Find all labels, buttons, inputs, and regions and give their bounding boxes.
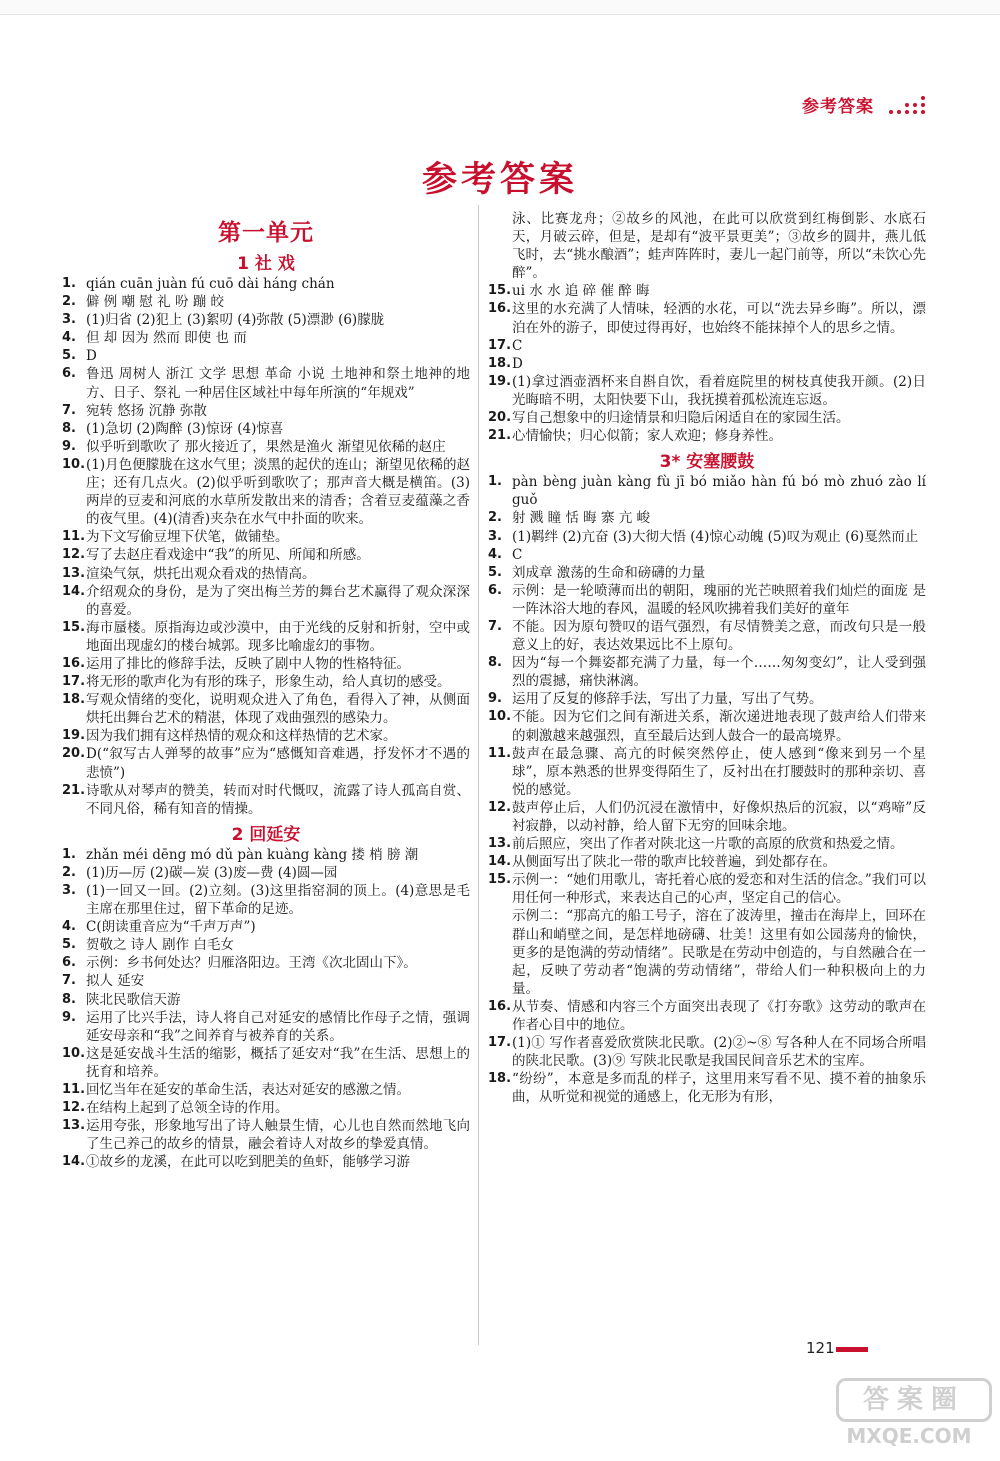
answer-number: 17. <box>488 1035 512 1051</box>
answer-text: 海市蜃楼。原指海边或沙漠中，由于光线的反射和折射，空中或地面出现虚幻的楼台城郭。现多比喻虚幻的事物。 <box>86 619 470 654</box>
answer-text: C <box>512 337 523 354</box>
answer-number: 4. <box>62 330 76 346</box>
answer-item <box>488 509 926 527</box>
answer-text: 射 溅 瞳 恬 晦 寨 亢 峻 <box>512 510 651 527</box>
answer-number: 2. <box>62 864 76 880</box>
answer-number: 17. <box>488 337 512 353</box>
answer-number: 6. <box>62 955 76 971</box>
lesson-heading: 2 回延安 <box>231 824 301 845</box>
answer-text: 写观众情绪的变化，说明观众进入了角色，看得入了神，从侧面烘托出舞台艺术的精湛，体现了戏曲强烈的感染力。 <box>86 692 470 727</box>
answer-item <box>62 882 470 918</box>
answer-text: 运用夸张，形象地写出了诗人触景生情，心儿也自然而然地飞向了生己养己的故乡的情景，融会着诗人对故乡的挚爱真情。 <box>86 1118 470 1153</box>
answer-item <box>62 1045 470 1081</box>
answer-number: 21. <box>62 782 86 798</box>
answer-item <box>488 654 926 690</box>
answer-item <box>62 528 470 546</box>
answer-item <box>62 991 470 1009</box>
answer-item <box>62 1081 470 1099</box>
answer-number: 11. <box>488 745 512 761</box>
answer-text: 不能。因为原句赞叹的语气强烈，有尽情赞美之意，而改句只是一般意义上的好，表达效果远比不上原句。 <box>512 618 926 654</box>
answer-text: (1)拿过酒壶酒杯来自斟自饮，看着庭院里的树枝真使我开颜。(2)日光晦暗不明，太阳快要下山，我抚摸着孤松流连忘返。 <box>512 373 926 408</box>
answer-text: 这是延安战斗生活的缩影，概括了延安对“我”在生活、思想上的抚育和培养。 <box>86 1045 470 1080</box>
answer-item <box>488 1070 926 1106</box>
answer-number: 20. <box>488 410 512 426</box>
answer-number: 20. <box>62 746 86 762</box>
answer-item <box>488 409 926 427</box>
answer-text: “纷纷”，本意是多而乱的样子，这里用来写看不见、摸不着的抽象乐曲，从听觉和视觉的通感上，化无形为有形， <box>512 1071 926 1106</box>
answer-text: 泳、比赛龙舟；②故乡的风池，在此可以欣赏到红梅倒影、水底石天，月破云碎，但是，是却有“波平景更美”；③故乡的圆井，燕儿低飞时，去“挑水酿酒”；蛙声阵阵时，妻儿一起门前等，所以“未饮心先醉”。 <box>512 211 926 282</box>
answer-text: (1)一回又一回。(2)立刻。(3)这里指窑洞的顶上。(4)意思是毛主席在那里住过，留下革命的足迹。 <box>86 883 470 918</box>
answer-text: 回忆当年在延安的革命生活，表达对延安的感激之情。 <box>86 1082 410 1099</box>
answer-text: (1)归省 (2)犯上 (3)絮叨 (4)弥散 (5)漂渺 (6)朦胧 <box>86 312 385 329</box>
answer-text: 写自己想象中的归途情景和归隐后闲适自在的家园生活。 <box>512 410 850 427</box>
answer-number: 1. <box>62 276 76 291</box>
answer-text: zhǎn méi dēng mó dǔ pàn kuàng kàng 搂 梢 膀 潮 <box>86 846 419 863</box>
answer-item <box>488 210 926 282</box>
answer-item <box>488 427 926 445</box>
answer-text: 因为我们拥有这样热情的观众和这样热情的艺术家。 <box>86 728 397 745</box>
answer-item <box>62 402 470 420</box>
answer-number: 7. <box>488 618 502 634</box>
answer-item <box>62 727 470 745</box>
answer-item <box>62 972 470 990</box>
answer-item <box>488 853 926 871</box>
answer-item <box>488 582 926 618</box>
answer-text: 介绍观众的身份，是为了突出梅兰芳的舞台艺术赢得了观众深深的喜爱。 <box>86 583 470 618</box>
answer-number: 8. <box>488 655 502 671</box>
answer-text: 拟人 延安 <box>86 973 145 990</box>
page-header <box>802 92 926 117</box>
answer-number: 10. <box>62 1045 86 1061</box>
answer-item <box>488 835 926 853</box>
answer-number: 18. <box>488 355 512 371</box>
answer-text: 鲁迅 周树人 浙江 文学 思想 革命 小说 土地神和祭土地神的地方、日子、祭礼 一种居住区域社中每年所演的“年规戏” <box>86 366 470 401</box>
answer-text: 示例一：“她们用歌儿，寄托着心底的爱恋和对生活的信念。”我们可以用任何一种形式，来表达自己的心声，坚定自己的信心。 示例二：“那高亢的船工号子，溶在了波涛里，撞击在海岸上，回环在群山和峭壁之间，是怎样地磅礴、壮美！这里有如公园荡舟的愉快，更多的是饱满的劳动情绪”。民歌是在劳动中创造的，与自然融合在一起，反映了劳动者“饱满的劳动情绪”，带给人们一种积极向上的力量。 <box>512 872 926 997</box>
answer-item <box>62 456 470 528</box>
answer-text: 陕北民歌信天游 <box>86 991 181 1008</box>
answer-item <box>62 655 470 673</box>
answer-text: 僻 例 嘲 慰 礼 吩 蹦 皎 <box>86 294 225 311</box>
answer-number: 11. <box>62 529 86 545</box>
answer-item <box>488 690 926 708</box>
answer-number: 8. <box>62 991 76 1007</box>
answer-number: 9. <box>488 691 502 707</box>
answer-item <box>62 745 470 781</box>
answer-item <box>488 282 926 300</box>
answer-number: 21. <box>488 428 512 444</box>
answer-text: 诗歌从对琴声的赞美，转而对时代慨叹，流露了诗人孤高自赏、不同凡俗，稀有知音的情操。 <box>86 782 470 817</box>
answer-item <box>62 438 470 456</box>
answer-text: 运用了排比的修辞手法，反映了剧中人物的性格特征。 <box>86 655 410 672</box>
answer-number: 17. <box>62 674 86 690</box>
answer-number: 10. <box>488 709 512 725</box>
answer-number: 12. <box>62 1100 86 1116</box>
answer-item <box>488 564 926 582</box>
answer-item <box>62 329 470 347</box>
answer-text: 运用了比兴手法，诗人将自己对延安的感情比作母子之情，强调延安母亲和“我”之间养育与被养育的关系。 <box>86 1009 470 1044</box>
answer-text: 写了去赵庄看戏途中“我”的所见、所闻和所感。 <box>86 547 370 564</box>
answer-number: 19. <box>62 728 86 744</box>
answer-text: (1)历—厉 (2)碳—炭 (3)废—费 (4)圆—园 <box>86 864 338 881</box>
answer-item <box>488 618 926 654</box>
top-edge <box>0 0 1000 15</box>
answer-text: 示例：乡书何处达？归雁洛阳边。王湾《次北固山下》。 <box>86 955 417 972</box>
answer-item <box>488 799 926 835</box>
answer-item <box>62 546 470 564</box>
answer-number: 9. <box>62 1009 76 1025</box>
answer-number <box>488 210 512 282</box>
answer-text: pàn bèng juàn kàng fù jī bó miǎo hàn fú bó mò zhuó zào lí guǒ <box>512 474 931 509</box>
answer-item <box>62 1099 470 1117</box>
answer-text: 渲染气氛，烘托出观众看戏的热情高。 <box>86 565 316 582</box>
answer-item <box>62 846 470 864</box>
answer-item <box>62 918 470 936</box>
answer-text: C(朗读重音应为“千声万声”) <box>86 919 256 936</box>
answer-item <box>62 864 470 882</box>
answer-text: qián cuān juàn fú cuō dài háng chán <box>86 276 335 292</box>
answer-number: 14. <box>62 1154 86 1170</box>
page-number: 121 <box>806 1339 835 1357</box>
answer-number: 1. <box>62 846 76 862</box>
answer-number: 5. <box>62 937 76 953</box>
answer-number: 3. <box>62 312 76 328</box>
answer-text: ui 水 水 追 碎 催 醉 晦 <box>512 283 650 300</box>
answer-number: 13. <box>62 565 86 581</box>
answer-number: 6. <box>62 366 76 382</box>
watermark-logo: 答案圈 <box>836 1378 992 1422</box>
answer-text: D <box>512 355 523 372</box>
answer-number: 14. <box>62 583 86 599</box>
answer-item <box>488 300 926 336</box>
answer-text: D(“叙写古人弹琴的故事”应为“感慨知音难遇，抒发怀才不遇的悲愤”) <box>86 746 470 781</box>
lesson-heading: 3* 安塞腰鼓 <box>659 452 755 473</box>
answer-number: 8. <box>62 420 76 436</box>
answer-item <box>488 745 926 799</box>
answer-text: 刘成章 激荡的生命和磅礴的力量 <box>512 564 706 581</box>
answer-number: 3. <box>488 528 502 544</box>
answer-item <box>62 619 470 655</box>
answer-text: 这里的水充满了人情味，轻洒的水花，可以“洗去异乡晦”。所以，漂泊在外的游子，即使过得再好，也始终不能抹掉个人的思乡之情。 <box>512 301 926 336</box>
answer-number: 18. <box>62 692 86 708</box>
answer-number: 10. <box>62 456 86 472</box>
answer-text: 从节奏、情感和内容三个方面突出表现了《打夯歌》这劳动的歌声在作者心目中的地位。 <box>512 998 926 1034</box>
answer-item <box>62 347 470 365</box>
answer-item <box>62 293 470 311</box>
answer-number: 15. <box>488 872 512 888</box>
answer-number: 7. <box>62 973 76 989</box>
answer-item <box>62 673 470 691</box>
answer-text: 为下文写偷豆埋下伏笔，做铺垫。 <box>86 529 289 546</box>
answer-item <box>62 954 470 972</box>
answer-number: 13. <box>62 1118 86 1134</box>
answer-item <box>488 373 926 409</box>
answer-text: 运用了反复的修辞手法，写出了力量，写出了气势。 <box>512 691 823 708</box>
answer-item <box>488 528 926 546</box>
answer-item <box>488 998 926 1034</box>
answer-text: 前后照应，突出了作者对陕北这一片歌的高原的欣赏和热爱之情。 <box>512 836 904 853</box>
answer-number: 1. <box>488 474 502 490</box>
answer-item <box>488 337 926 355</box>
answer-text: 宛转 悠扬 沉静 弥散 <box>86 402 207 419</box>
answer-item <box>62 365 470 401</box>
answer-text: 但 却 因为 然而 即使 也 而 <box>86 330 247 347</box>
answer-text: 心情愉快；归心似箭；家人欢迎；修身养性。 <box>512 428 782 445</box>
right-column <box>488 210 931 1107</box>
answer-number: 2. <box>62 294 76 310</box>
lesson-heading: 1 社 戏 <box>237 254 295 274</box>
answer-number: 16. <box>488 998 512 1014</box>
header-label: 参考答案 <box>802 97 874 117</box>
column-divider <box>478 205 479 1345</box>
answer-item <box>62 782 470 818</box>
answer-number: 9. <box>62 438 76 454</box>
answer-number: 12. <box>62 547 86 563</box>
page-title: 参考答案 <box>421 160 578 200</box>
header-dots-decoration <box>881 96 926 114</box>
page-number-accent <box>836 1347 868 1352</box>
answer-item <box>62 275 470 293</box>
answer-item <box>488 355 926 373</box>
answer-number: 11. <box>62 1082 86 1098</box>
answer-text: 贺敬之 诗人 剧作 白毛女 <box>86 937 234 954</box>
answer-item <box>488 1034 926 1070</box>
answer-number: 3. <box>62 883 76 898</box>
answer-item <box>62 1117 470 1153</box>
answer-item <box>488 473 931 509</box>
answer-number: 19. <box>488 373 512 389</box>
answer-text: D <box>86 348 97 365</box>
answer-number: 18. <box>488 1071 512 1087</box>
answer-number: 5. <box>488 564 502 580</box>
answer-item <box>62 583 470 619</box>
answer-text: 不能。因为它们之间有渐进关系，渐次递进地表现了鼓声给人们带来的刺激越来越强烈，直至最后达到人鼓合一的最高境界。 <box>512 709 926 744</box>
answer-item <box>488 546 926 564</box>
answer-item <box>62 1153 470 1171</box>
answer-text: (1)① 写作者喜爱欣赏陕北民歌。(2)②~⑧ 写各种人在不同场合所唱的陕北民歌。(3)⑨ 写陕北民歌是我国民间音乐艺术的宝库。 <box>512 1035 926 1070</box>
answer-text: 示例：是一轮喷薄而出的朝阳，瑰丽的光芒映照着我们灿烂的面庞 是一阵沐浴大地的春风，温暖的轻风吹拂着我们美好的童年 <box>512 582 926 617</box>
answer-item <box>62 311 470 329</box>
answer-text: 似乎听到歌吹了 那火接近了，果然是渔火 渐望见依稀的赵庄 <box>86 438 446 455</box>
answer-text: (1)月色便朦胧在这水气里；淡黑的起伏的连山；渐望见依稀的赵庄；还有几点火。(2)似乎听到歌吹了；那声音大概是横笛。(3)两岸的豆麦和河底的水草所发散出来的清香；含着豆麦蕴藻之香的夜气里。(4)(清香)夹杂在水气中扑面的吹来。 <box>86 456 470 528</box>
answer-item <box>62 1009 470 1045</box>
answer-number: 16. <box>488 301 512 317</box>
watermark-url: MXQE.COM <box>846 1424 972 1448</box>
answer-text: C <box>512 546 523 563</box>
answer-number: 13. <box>488 836 512 852</box>
answer-text: 鼓声在最急骤、高亢的时候突然停止，使人感到“像来到另一个星球”，原本熟悉的世界变得陌生了，反衬出在打腰鼓时的那种亲切、喜悦的感觉。 <box>512 745 926 798</box>
answer-item <box>62 565 470 583</box>
answer-text: ①故乡的龙溪，在此可以吃到肥美的鱼虾，能够学习游 <box>86 1154 410 1171</box>
answer-number: 6. <box>488 582 502 598</box>
answer-item <box>62 420 470 438</box>
answer-number: 7. <box>62 402 76 418</box>
answer-text: 从侧面写出了陕北一带的歌声比较普遍，到处都存在。 <box>512 854 836 871</box>
answer-text: (1)急切 (2)陶醉 (3)惊讶 (4)惊喜 <box>86 420 284 437</box>
answer-item <box>488 708 926 744</box>
answer-item <box>488 871 926 998</box>
answer-item <box>62 936 470 954</box>
answer-number: 2. <box>488 510 502 526</box>
answer-number: 15. <box>62 619 86 635</box>
answer-number: 12. <box>488 799 512 815</box>
answer-text: 因为“每一个舞姿都充满了力量，每一个……匆匆变幻”，让人受到强烈的震撼，痛快淋漓。 <box>512 655 926 690</box>
answer-text: 将无形的歌声化为有形的珠子，形象生动，给人真切的感受。 <box>86 674 451 691</box>
answer-number: 4. <box>488 546 502 562</box>
answer-number: 4. <box>62 919 76 935</box>
unit-heading: 第一单元 <box>218 220 314 246</box>
answer-item <box>62 691 470 727</box>
answer-text: 鼓声停止后，人们仍沉浸在激情中，好像炽热后的沉寂，以“鸡啼”反衬寂静，以动衬静，给人留下无穷的回味余地。 <box>512 799 926 834</box>
answer-number: 16. <box>62 655 86 671</box>
answer-number: 5. <box>62 348 76 364</box>
answer-number: 15. <box>488 283 512 299</box>
answer-text: 在结构上起到了总领全诗的作用。 <box>86 1100 289 1117</box>
left-column <box>62 210 470 1172</box>
answer-number: 14. <box>488 854 512 870</box>
answer-text: (1)羁绊 (2)亢奋 (3)大彻大悟 (4)惊心动魄 (5)叹为观止 (6)戛然而止 <box>512 528 919 545</box>
